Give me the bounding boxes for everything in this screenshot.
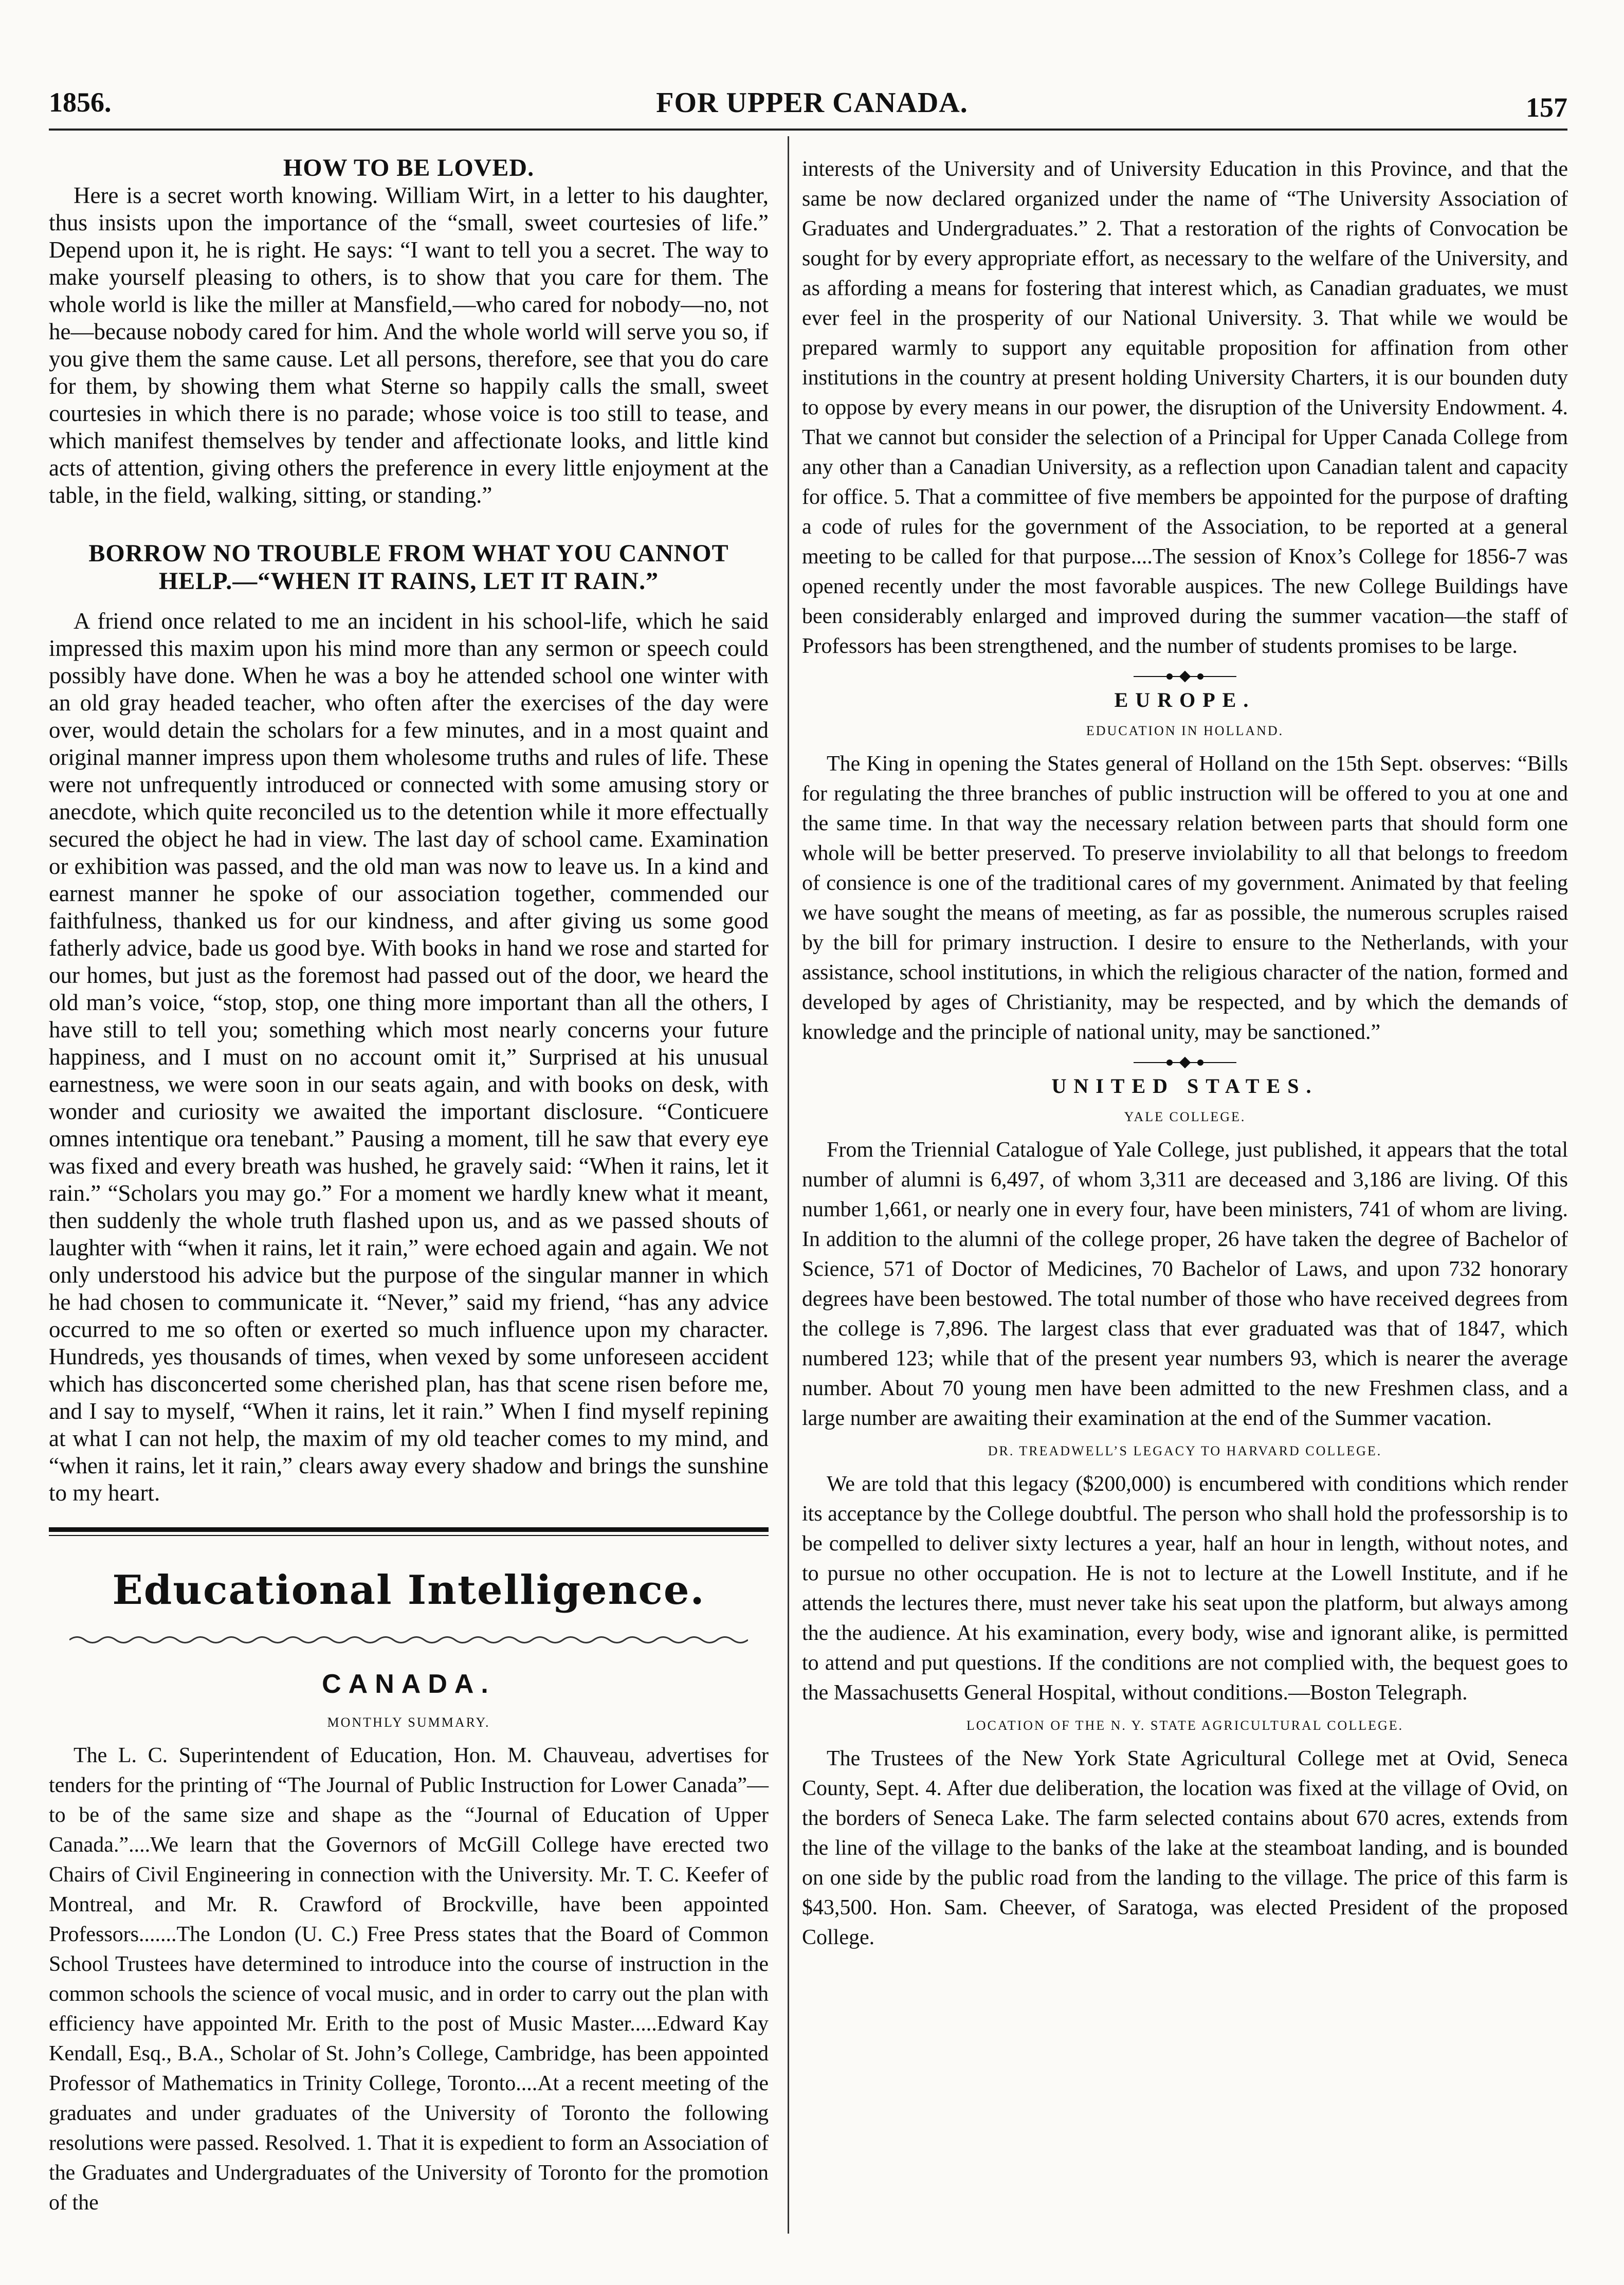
article-body-treadwell: We are told that this legacy ($200,000) is encumbered with conditions which render its acceptance by the College doubtful. The person who shall hold the professorship is to be compelled to deliver sixty lectures a year, half an hour in length, without notes, and to pursue no other occupation. He is not to lecture at the Lowell Institute, and if he attends the lectures there, must never take his seat upon the platform, but always among the the audience. At his examination, every body, wise and ignorant alike, is permitted to attend and put questions. If the conditions are not complied with, the bequest goes to the Massachusetts General Hospital, without conditions.—Boston Telegraph. — [802, 1472, 1568, 1705]
column-divider — [788, 136, 789, 2234]
header-year: 1856. — [49, 87, 112, 118]
subheading-monthly-summary: MONTHLY SUMMARY. — [327, 1715, 490, 1730]
article-title-how-to-be-loved: HOW TO BE LOVED. — [283, 154, 535, 181]
section-heading-canada: CANADA. — [322, 1669, 496, 1699]
subheading-treadwell-legacy: DR. TREADWELL’S LEGACY TO HARVARD COLLEGE. — [988, 1443, 1382, 1458]
article-body-how-to-be-loved: Here is a secret worth knowing. William Wirt, in a letter to his daughter, thus insists upon the importance of the “small, sweet courtesies of life.” Depend upon it, he is right. He says: “I want to tell you a secret. The way to make yourself pleasing to others, is to show that you care for them. The whole world is like the miller at Mansfield,—who cared for nobody—no, not he—because nobody cared for him. And the whole world will serve you so, if you give them the same cause. Let all persons, therefore, see that you do care for them, by showing them what Sterne so happily calls the small, sweet courtesies in which there is no parade; whose voice is too still to tease, and which manifest themselves by tender and affectionate looks, and little kind acts of attention, giving others the preference in every little enjoyment at the table, in the field, walking, sitting, or standing.” — [49, 182, 769, 508]
article-body-borrow-no-trouble: A friend once related to me an incident in his school-life, which he said impressed this maxim upon his mind more than any sermon or speech could possibly have done. When he was a boy he attended school one winter with an old gray headed teacher, who often after the exercises of the day were over, would detain the scholars for a few minutes, and in a most quaint and original manner impress upon them wholesome truths and rules of life. These were not unfrequently introduced or connected with some amusing story or anecdote, which quite reconciled us to the detention while it more effectually secured the object he had in view. The last day of school came. Examination or exhibition was passed, and the old man was now to leave us. In a kind and earnest manner he spoke of our association together, commended our faithfulness, thanked us for our kindness, and after giving us some good fatherly advice, bade us good bye. With books in hand we rose and started for our homes, but just as the foremost had passed out of the door, we heard the old man’s voice, “stop, stop, one thing more important than all the others, I have still to tell you; something which most nearly concerns your future happiness, and I must on no account omit it,” Surprised at his unusual earnestness, we were soon in our seats again, and with books on desk, with wonder and curiosity we awaited the important disclosure. “Conticuere omnes intentique ora tenebant.” Pausing a moment, till he saw that every eye was fixed and every breath was hushed, he gravely said: “When it rains, let it rain.” “Scholars you may go.” For a moment we hardly knew what it meant, then suddenly the whole truth flashed upon us, and as we passed shouts of laughter with “when it rains, let it rain,” were echoed again and again. We not only understood his advice but the purpose of the singular manner in which he had chosen to communicate it. “Never,” said my friend, “has any advice occurred to me so often or exerted so much influence upon my character. Hundreds, yes thousands of times, when vexed by some unforeseen accident which has disconcerted some cherished plan, has that scene risen before me, and I say to myself, “When it rains, let it rain.” When I find myself repining at what I can not help, the maxim of my old teacher comes to my mind, and “when it rains, let it rain,” clears away every shadow and brings the sunshine to my heart. — [49, 608, 769, 1506]
section-heading-europe: EUROPE. — [1114, 688, 1256, 711]
article-body-agricultural-college: The Trustees of the New York State Agricultural College met at Ovid, Seneca County, Sept. 4. After due deliberation, the location was fixed at the village of Ovid, on the borders of Seneca Lake. The farm selected contains about 670 acres, extends from the line of the village to the banks of the lake at the steamboat landing, and is bounded on one side by the public road from the landing to the village. The price of this farm is $43,500. Hon. Sam. Cheever, of Saratoga, was elected President of the proposed College. — [802, 1747, 1568, 1949]
article-body-canada: The L. C. Superintendent of Education, Hon. M. Chauveau, advertises for tenders for the printing of “The Journal of Public Instruction for Lower Canada”—to be of the same size and shape as the “Journal of Education of Upper Canada.”....We learn that the Governors of McGill College have erected two Chairs of Civil Engineering in connection with the University. Mr. T. C. Keefer of Montreal, and Mr. R. Crawford of Brockville, have been appointed Professors.......The London (U. C.) Free Press states that the Board of Common School Trustees have determined to introduce into the course of instruction in the common schools the science of vocal music, and in order to carry out the plan with efficiency have appointed Mr. Erith to the post of Music Master.....Edward Kay Kendall, Esq., B.A., Scholar of St. John’s College, Cambridge, has been appointed Professor of Mathematics in Trinity College, Toronto....At a recent meeting of the graduates and under graduates of the University of Toronto the following resolutions were passed. Resolved. 1. That it is expedient to form an Association of the Graduates and Undergraduates of the University of Toronto for the promotion of the — [49, 1744, 769, 2215]
section-rule-thick — [49, 1527, 769, 1532]
section-heading-united-states: UNITED STATES. — [1051, 1074, 1319, 1098]
article-body-canada-continued: interests of the University and of University Education in this Province, and that the same be now declared organized under the name of “The University Association of Graduates and Undergraduates.” 2. That a restoration of the rights of Convocation be sought for by every appropriate effort, as necessary to the welfare of the University, and as affording a means for fostering that interest which, as Canadian graduates, we must ever feel in the prosperity of our National University. 3. That while we would be prepared warmly to support any equitable proposition for affination from other institutions in the country at present holding University Charters, it is our bounden duty to oppose by every means in our power, the disruption of the University Endowment. 4. That we cannot but consider the selection of a Principal for Upper Canada College from any other than a Canadian University, as a reflection upon Canadian talent and capacity for office. 5. That a committee of five members be appointed for the purpose of drafting a code of rules for the government of the Association, to be reported at a general meeting to be called for that purpose....The session of Knox’s College for 1856-7 was opened recently under the most favorable auspices. The new College Buildings have been considerably enlarged and improved during the summer vacation—the staff of Professors has been strengthened, and the number of students promises to be large. — [802, 157, 1568, 658]
header-page-number: 157 — [1526, 92, 1567, 123]
ornament-icon — [1134, 1056, 1236, 1069]
article-body-yale: From the Triennial Catalogue of Yale College, just published, it appears that the total number of alumni is 6,497, of whom 3,311 are deceased and 3,186 are living. Of this number 1,661, or nearly one in every four, have been ministers, 741 of whom are living. In addition to the alumni of the college proper, 26 have taken the degree of Bachelor of Science, 571 of Doctor of Medicines, 70 Bachelor of Laws, and upon 732 honorary degrees have been bestowed. The total number of those who have received degrees from the college is 7,896. The largest class that ever graduated was that of 1847, which numbered 123; while that of the present year numbers 93, which is nearer the average number. About 70 young men have been admitted to the new Freshmen class, and a large number are awaiting their examination at the end of the Summer vacation. — [802, 1138, 1568, 1430]
wavy-divider — [69, 1634, 748, 1646]
article-title-borrow-no-trouble: BORROW NO TROUBLE FROM WHAT YOU CANNOT HELP.—“WHEN IT RAINS, LET IT RAIN.” — [88, 540, 729, 595]
subheading-agricultural-college: LOCATION OF THE N. Y. STATE AGRICULTURAL COLLEGE. — [966, 1718, 1404, 1733]
article-body-holland: The King in opening the States general of Holland on the 15th Sept. observes: “Bills for regulating the three branches of public instruction will be offered to you at one and the same time. In that way the necessary relation between parts that should form one whole will be better preserved. To preserve inviolability to all that belongs to freedom of consience is one of the traditional cares of my government. Animated by that feeling we have sought the means of meeting, as far as possible, the numerous scruples raised by the bill for primary instruction. I desire to ensure to the Netherlands, with your assistance, school institutions, in which the religious character of the nation, formed and developed by ages of Christianity, may be respected, and by which the demands of knowledge and the principle of national unity, may be sanctioned.” — [802, 752, 1568, 1044]
ornament-divider — [802, 670, 1568, 683]
subheading-education-in-holland: EDUCATION IN HOLLAND. — [1086, 723, 1284, 738]
header-rule — [49, 129, 1567, 131]
subheading-yale-college: YALE COLLEGE. — [1124, 1109, 1246, 1124]
right-column — [802, 154, 1568, 1952]
ornament-divider — [802, 1056, 1568, 1069]
section-rule-thin — [49, 1535, 769, 1536]
ornament-icon — [1134, 670, 1236, 683]
section-heading-educational-intelligence: Educational Intelligence. — [112, 1567, 705, 1614]
header-title: FOR UPPER CANADA. — [656, 87, 968, 119]
left-column — [49, 154, 769, 2218]
